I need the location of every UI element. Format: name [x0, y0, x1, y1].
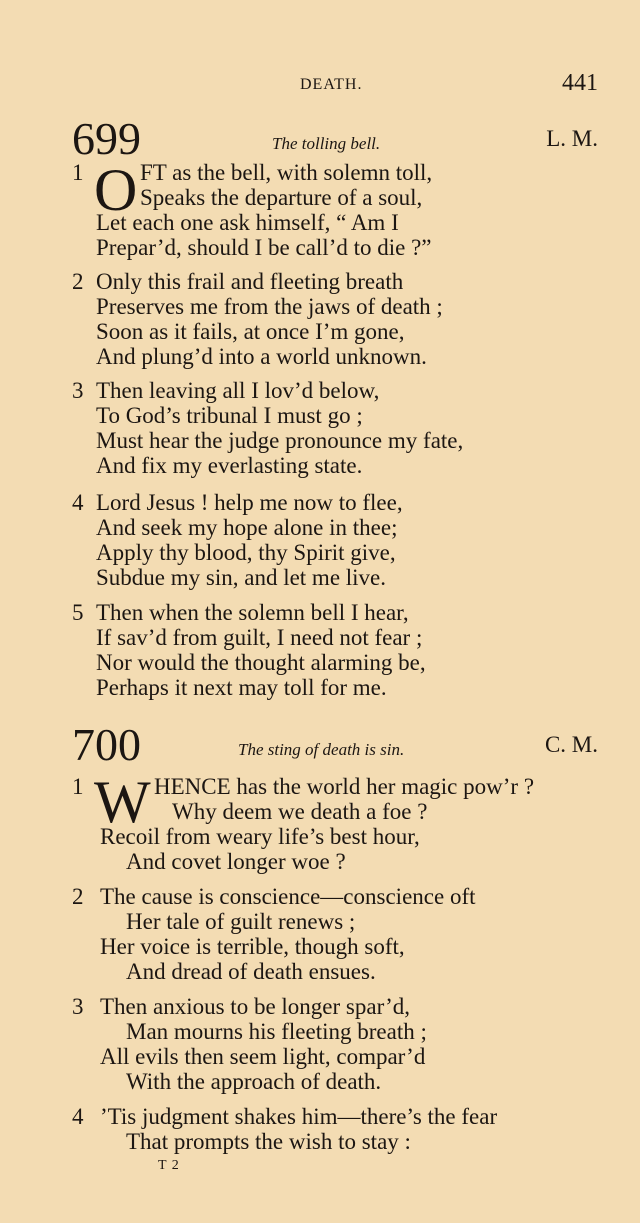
verse-line: Only this frail and fleeting breath	[96, 269, 404, 294]
verse-line: Her voice is terrible, though soft,	[100, 934, 405, 959]
verse-line: Nor would the thought alarming be,	[96, 650, 426, 675]
verse-number: 2	[72, 884, 84, 909]
verse-number: 3	[72, 378, 84, 403]
hymn-meter: C. M.	[544, 732, 598, 757]
hymn-title: The sting of death is sin.	[238, 740, 405, 759]
hymn-number: 700	[72, 719, 141, 770]
verse-line: And fix my everlasting state.	[96, 453, 363, 478]
verse-line: To God’s tribunal I must go ;	[96, 403, 363, 428]
verse-line: Apply thy blood, thy Spirit give,	[96, 540, 396, 565]
verse-line: Perhaps it next may toll for me.	[96, 675, 387, 700]
verse-line: Then leaving all I lov’d below,	[96, 378, 380, 403]
verse-line: And seek my hope alone in thee;	[96, 515, 398, 540]
verse-line: HENCE has the world her magic pow’r ?	[154, 774, 535, 799]
verse-number: 1	[72, 160, 84, 185]
verse-number: 4	[72, 490, 84, 515]
hymn-number: 699	[72, 113, 141, 164]
verse-line: Recoil from weary life’s best hour,	[100, 824, 420, 849]
verse-line: Must hear the judge pronounce my fate,	[96, 428, 464, 453]
running-head	[0, 70, 640, 100]
hymn-header-700	[0, 719, 640, 772]
verse-line: Speaks the departure of a soul,	[140, 185, 423, 210]
verse-line: ’Tis judgment shakes him—there’s the fear	[100, 1104, 498, 1129]
verse-line: And plung’d into a world unknown.	[96, 344, 427, 369]
running-title: DEATH.	[300, 76, 363, 93]
verse-line: Subdue my sin, and let me live.	[96, 565, 387, 590]
verse-line: FT as the bell, with solemn toll,	[140, 160, 433, 185]
hymn-meter: L. M.	[546, 126, 598, 151]
verse-line: Let each one ask himself, “ Am I	[96, 210, 399, 235]
verse-line: Then when the solemn bell I hear,	[96, 600, 409, 625]
verse-line: Prepar’d, should I be call’d to die ?”	[96, 235, 432, 260]
verse-line: Soon as it fails, at once I’m gone,	[96, 319, 405, 344]
verse-number: 3	[72, 994, 84, 1019]
verse-line: If sav’d from guilt, I need not fear ;	[96, 625, 423, 650]
page-number: 441	[562, 70, 598, 96]
verse-number: 1	[72, 774, 84, 799]
verse-number: 2	[72, 269, 84, 294]
verse-number: 4	[72, 1104, 84, 1129]
hymn-title: The tolling bell.	[272, 134, 381, 153]
verse-line: Man mourns his fleeting breath ;	[126, 1019, 427, 1044]
verse-line: Then anxious to be longer spar’d,	[100, 994, 410, 1019]
drop-cap: W	[94, 769, 151, 835]
verse-line: And dread of death ensues.	[126, 959, 376, 984]
verse-line: Preserves me from the jaws of death ;	[96, 294, 443, 319]
drop-cap: O	[94, 157, 138, 223]
verse-line: And covet longer woe ?	[126, 849, 346, 874]
verse-line: Her tale of guilt renews ;	[126, 909, 356, 934]
verse-number: 5	[72, 600, 84, 625]
verse-line: The cause is conscience—conscience oft	[100, 884, 476, 909]
verse-line: Lord Jesus ! help me now to flee,	[96, 490, 403, 515]
signature-mark: T 2	[158, 1158, 180, 1173]
verse-line: With the approach of death.	[126, 1069, 382, 1094]
verse-line: All evils then seem light, compar’d	[100, 1044, 426, 1069]
verse-line: Why deem we death a foe ?	[172, 799, 428, 824]
verse-line: That prompts the wish to stay :	[126, 1129, 411, 1154]
